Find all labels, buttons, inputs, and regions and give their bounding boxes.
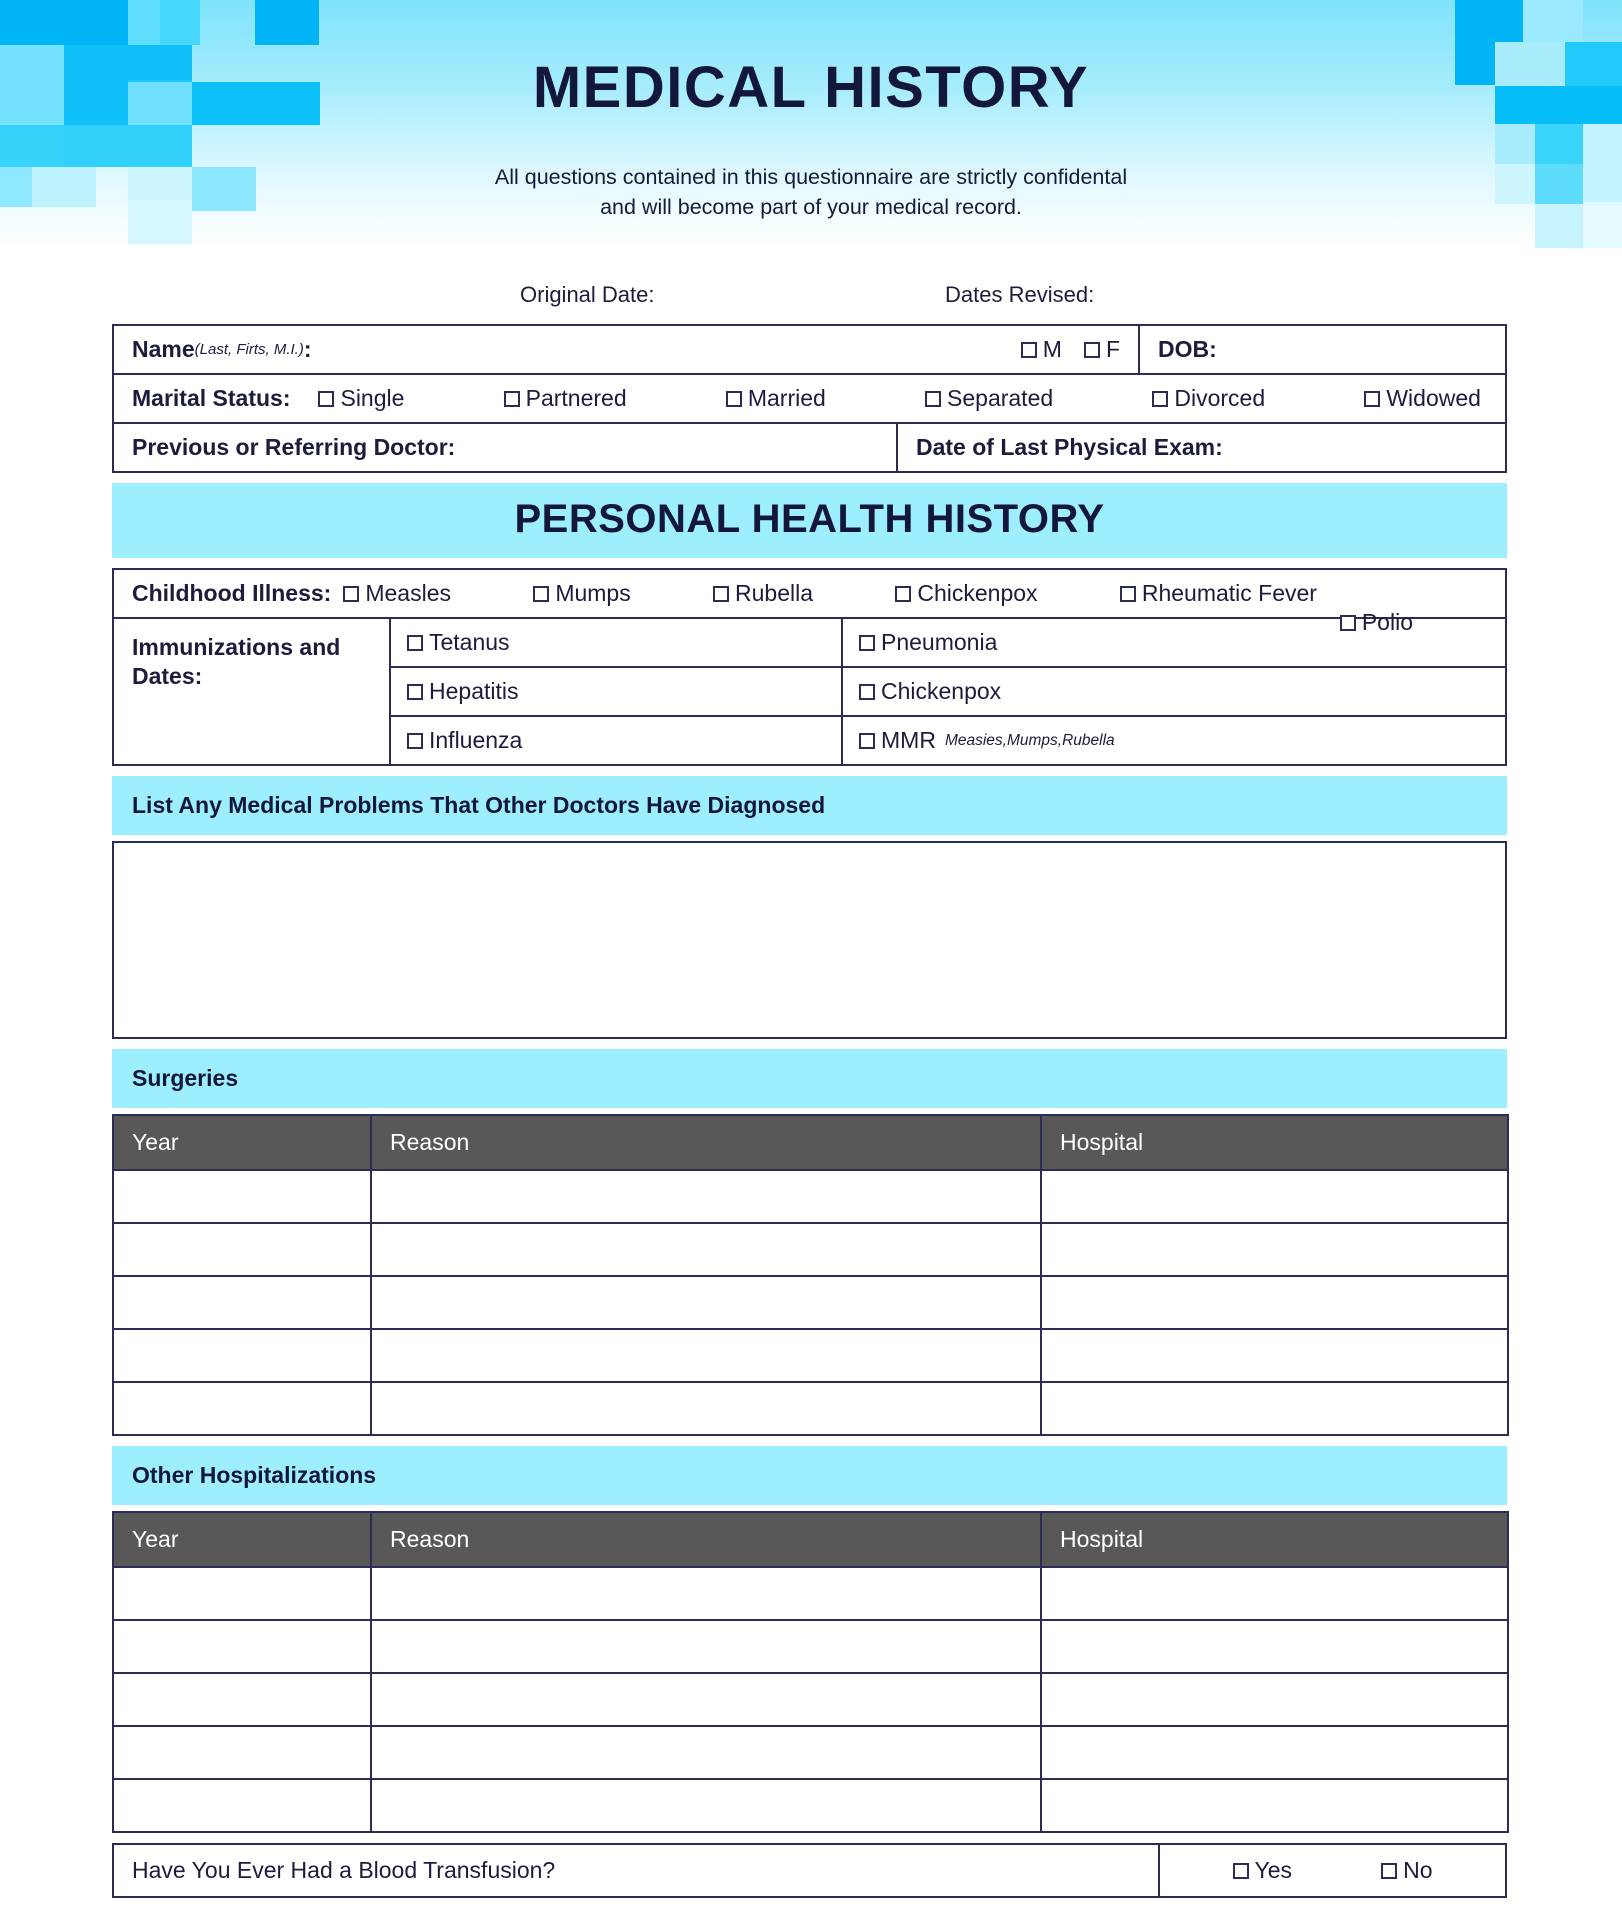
marital-status-field <box>114 375 1505 422</box>
marital-option-label: Separated <box>947 385 1054 411</box>
childhood-illness-option-chickenpox[interactable] <box>895 580 1037 607</box>
childhood-illness-option-mumps[interactable] <box>533 580 630 607</box>
cell-year[interactable] <box>113 1779 371 1832</box>
name-field[interactable] <box>114 326 1003 373</box>
cell-year[interactable] <box>113 1223 371 1276</box>
immunizations-label <box>114 619 391 764</box>
marital-option-married[interactable] <box>726 385 826 412</box>
cell-year[interactable] <box>113 1382 371 1435</box>
section-banner-personal-health-history <box>112 483 1507 558</box>
immunization-option-label: MMR <box>881 727 936 753</box>
checkbox-icon[interactable] <box>1084 342 1100 358</box>
title-block <box>0 0 1622 223</box>
checkbox-icon[interactable] <box>859 733 875 749</box>
surgeries-table <box>112 1114 1509 1436</box>
checkbox-icon[interactable] <box>895 586 911 602</box>
dob-label: DOB: <box>1158 336 1217 362</box>
checkbox-icon[interactable] <box>533 586 549 602</box>
marital-status-row <box>114 375 1505 424</box>
cell-reason[interactable] <box>371 1620 1041 1673</box>
childhood-illness-option-label: Mumps <box>555 580 631 606</box>
cell-year[interactable] <box>113 1170 371 1223</box>
cell-reason[interactable] <box>371 1779 1041 1832</box>
cell-reason[interactable] <box>371 1170 1041 1223</box>
checkbox-icon[interactable] <box>1340 615 1356 631</box>
column-header-hospital: Hospital <box>1041 1115 1508 1170</box>
cell-year[interactable] <box>113 1567 371 1620</box>
table-row <box>113 1382 1508 1435</box>
table-row <box>113 1726 1508 1779</box>
cell-reason[interactable] <box>371 1276 1041 1329</box>
dates-row <box>0 282 1622 316</box>
immunization-option-label: Hepatitis <box>429 678 519 704</box>
childhood-illness-field <box>114 570 1505 617</box>
checkbox-icon[interactable] <box>1021 342 1037 358</box>
checkbox-icon[interactable] <box>713 586 729 602</box>
checkbox-icon[interactable] <box>1381 1863 1397 1879</box>
table-header-row <box>113 1115 1508 1170</box>
blood-transfusion-block <box>112 1843 1507 1898</box>
health-history-block <box>112 568 1507 766</box>
table-row <box>113 1620 1508 1673</box>
name-row <box>114 326 1505 375</box>
childhood-illness-row <box>114 570 1505 619</box>
marital-option-label: Single <box>340 385 405 411</box>
table-row <box>113 1223 1508 1276</box>
medical-problems-textarea[interactable] <box>112 841 1507 1039</box>
sex-male-label: M <box>1042 336 1062 362</box>
cell-hospital[interactable] <box>1041 1673 1508 1726</box>
cell-hospital[interactable] <box>1041 1170 1508 1223</box>
cell-year[interactable] <box>113 1673 371 1726</box>
cell-hospital[interactable] <box>1041 1726 1508 1779</box>
blood-transfusion-no-label: No <box>1403 1857 1433 1883</box>
immunization-option-tetanus[interactable] <box>391 619 843 666</box>
section-title: Surgeries <box>132 1065 239 1091</box>
checkbox-icon[interactable] <box>407 733 423 749</box>
confidentiality-note <box>0 120 1622 223</box>
sex-female-label: F <box>1105 336 1120 362</box>
table-row <box>113 1779 1508 1832</box>
table-row <box>113 1170 1508 1223</box>
checkbox-icon[interactable] <box>318 391 334 407</box>
childhood-illness-option-rubella[interactable] <box>713 580 813 607</box>
checkbox-icon[interactable] <box>1120 586 1136 602</box>
immunizations-label-line-2: Dates: <box>132 663 203 690</box>
blood-transfusion-question: Have You Ever Had a Blood Transfusion? <box>114 1845 1160 1896</box>
sex-female-option[interactable] <box>1084 336 1120 363</box>
cell-hospital[interactable] <box>1041 1567 1508 1620</box>
marital-option-divorced[interactable] <box>1152 385 1265 412</box>
column-header-hospital: Hospital <box>1041 1512 1508 1567</box>
childhood-illness-label: Childhood Illness: <box>132 580 332 606</box>
form-content <box>112 324 1507 1898</box>
immunization-option-label: Tetanus <box>429 629 510 655</box>
marital-option-widowed[interactable] <box>1364 385 1481 412</box>
section-banner-medical-problems <box>112 776 1507 835</box>
checkbox-icon[interactable] <box>407 684 423 700</box>
immunization-option-pneumonia[interactable] <box>843 609 1505 666</box>
cell-hospital[interactable] <box>1041 1276 1508 1329</box>
name-hint: (Last, Firts, M.I.) <box>194 341 304 358</box>
checkbox-icon[interactable] <box>1152 391 1168 407</box>
immunization-row <box>391 668 1505 717</box>
sex-male-option[interactable] <box>1021 336 1062 363</box>
confidentiality-line-2: and will become part of your medical record. <box>600 195 1022 220</box>
last-physical-exam-field[interactable] <box>898 424 1505 471</box>
doctor-row <box>114 424 1505 471</box>
name-colon: : <box>303 336 312 362</box>
section-banner-other-hospitalizations <box>112 1446 1507 1505</box>
referring-doctor-label: Previous or Referring Doctor: <box>132 434 456 460</box>
dob-field[interactable] <box>1140 326 1505 373</box>
checkbox-icon[interactable] <box>1233 1863 1249 1879</box>
immunization-option-hepatitis[interactable] <box>391 668 843 715</box>
checkbox-icon[interactable] <box>726 391 742 407</box>
blood-transfusion-row <box>114 1845 1505 1896</box>
last-physical-exam-label: Date of Last Physical Exam: <box>916 434 1223 460</box>
section-title: Other Hospitalizations <box>132 1462 377 1488</box>
column-header-year: Year <box>113 1512 371 1567</box>
column-header-reason: Reason <box>371 1512 1041 1567</box>
section-title: List Any Medical Problems That Other Doctors Have Diagnosed <box>132 792 826 818</box>
confidentiality-line-1: All questions contained in this questionnaire are strictly confidental <box>494 164 1128 189</box>
sex-selection <box>1003 326 1140 373</box>
cell-reason[interactable] <box>371 1726 1041 1779</box>
immunizations-grid <box>391 609 1505 764</box>
cell-hospital[interactable] <box>1041 1223 1508 1276</box>
checkbox-icon[interactable] <box>1364 391 1380 407</box>
table-header-row <box>113 1512 1508 1567</box>
cell-year[interactable] <box>113 1329 371 1382</box>
blood-transfusion-yes[interactable] <box>1233 1857 1293 1884</box>
referring-doctor-field[interactable] <box>114 424 898 471</box>
checkbox-icon[interactable] <box>504 391 520 407</box>
immunization-option-polio[interactable] <box>1340 609 1413 636</box>
immunization-option-chickenpox[interactable] <box>843 668 1505 715</box>
immunization-row <box>391 717 1505 764</box>
table-row <box>113 1329 1508 1382</box>
cell-year[interactable] <box>113 1620 371 1673</box>
cell-hospital[interactable] <box>1041 1329 1508 1382</box>
immunization-option-mmr[interactable] <box>843 717 1505 764</box>
checkbox-icon[interactable] <box>859 635 875 651</box>
blood-transfusion-no[interactable] <box>1381 1857 1432 1884</box>
cell-hospital[interactable] <box>1041 1779 1508 1832</box>
childhood-illness-option-measles[interactable] <box>343 580 451 607</box>
childhood-illness-option-label: Chickenpox <box>917 580 1038 606</box>
cell-year[interactable] <box>113 1276 371 1329</box>
cell-year[interactable] <box>113 1726 371 1779</box>
childhood-illness-options <box>343 580 1487 607</box>
marital-option-separated[interactable] <box>925 385 1053 412</box>
identity-block <box>112 324 1507 473</box>
hospitalizations-table <box>112 1511 1509 1833</box>
original-date-label: Original Date: <box>520 282 655 307</box>
marital-option-partnered[interactable] <box>504 385 627 412</box>
immunization-option-label: Pneumonia <box>881 629 998 655</box>
marital-option-label: Married <box>747 385 826 411</box>
column-header-reason: Reason <box>371 1115 1041 1170</box>
childhood-illness-option-label: Rheumatic Fever <box>1141 580 1317 606</box>
marital-option-label: Divorced <box>1174 385 1266 411</box>
dates-revised-label: Dates Revised: <box>945 282 1095 307</box>
checkbox-icon[interactable] <box>859 684 875 700</box>
cell-reason[interactable] <box>371 1567 1041 1620</box>
immunization-option-influenza[interactable] <box>391 717 843 764</box>
immunizations-block <box>114 609 1505 764</box>
checkbox-icon[interactable] <box>407 635 423 651</box>
blood-transfusion-yes-label: Yes <box>1254 1857 1293 1883</box>
immunizations-label-line-1: Immunizations and <box>132 634 341 660</box>
table-row <box>113 1567 1508 1620</box>
cell-reason[interactable] <box>371 1329 1041 1382</box>
hospitalizations-table-body <box>113 1567 1508 1832</box>
immunization-option-label: Influenza <box>429 727 523 753</box>
cell-hospital[interactable] <box>1041 1382 1508 1435</box>
checkbox-icon[interactable] <box>343 586 359 602</box>
childhood-illness-option-label: Measles <box>365 580 451 606</box>
marital-option-label: Partnered <box>525 385 627 411</box>
table-row <box>113 1276 1508 1329</box>
immunization-option-label: Polio <box>1361 609 1413 635</box>
page-title: MEDICAL HISTORY <box>532 55 1090 120</box>
immunization-option-label: Chickenpox <box>881 678 1002 704</box>
cell-reason[interactable] <box>371 1223 1041 1276</box>
section-title: PERSONAL HEALTH HISTORY <box>514 497 1105 541</box>
immunization-row <box>391 609 1505 668</box>
surgeries-table-body <box>113 1170 1508 1435</box>
childhood-illness-option-rheumatic-fever[interactable] <box>1120 580 1317 607</box>
marital-option-single[interactable] <box>318 385 404 412</box>
section-banner-surgeries <box>112 1049 1507 1108</box>
marital-option-label: Widowed <box>1386 385 1481 411</box>
immunization-option-mmr-expansion: Measies,Mumps,Rubella <box>944 731 1115 749</box>
cell-reason[interactable] <box>371 1382 1041 1435</box>
childhood-illness-option-label: Rubella <box>735 580 814 606</box>
cell-reason[interactable] <box>371 1673 1041 1726</box>
blood-transfusion-answers <box>1160 1845 1505 1896</box>
checkbox-icon[interactable] <box>925 391 941 407</box>
marital-status-options <box>318 385 1487 412</box>
cell-hospital[interactable] <box>1041 1620 1508 1673</box>
name-label: Name <box>132 336 195 362</box>
table-row <box>113 1673 1508 1726</box>
column-header-year: Year <box>113 1115 371 1170</box>
marital-status-label: Marital Status: <box>132 385 291 411</box>
